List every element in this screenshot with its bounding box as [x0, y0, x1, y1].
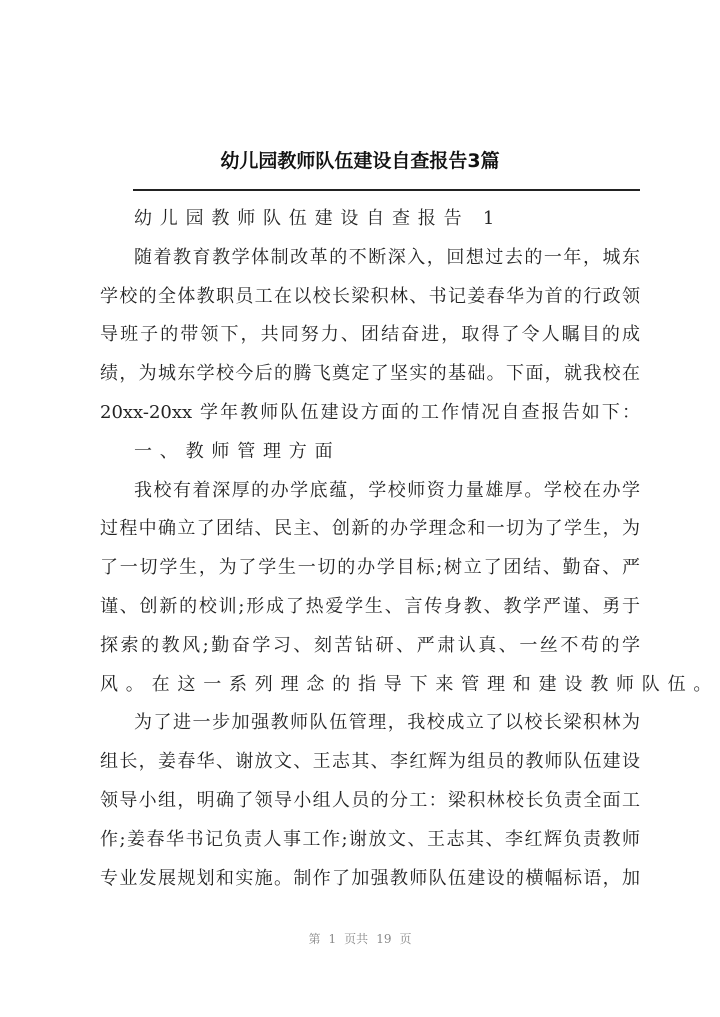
paragraph-line: 幼儿园教师队伍建设自查报告 1 — [134, 208, 503, 229]
title-divider — [133, 189, 640, 191]
paragraph-line: 随着教育教学体制改革的不断深入，回想过去的一年，城东 — [134, 246, 640, 268]
footer-suffix: 页 — [399, 932, 412, 946]
paragraph-line: 绩，为城东学校今后的腾飞奠定了坚实的基础。下面，就我校在 — [100, 363, 640, 385]
paragraph-line: 专业发展规划和实施。制作了加强教师队伍建设的横幅标语，加 — [100, 867, 640, 889]
paragraph-line: 一、教师管理方面 — [134, 440, 341, 462]
paragraph-line: 了一切学生，为了学生一切的办学目标;树立了团结、勤奋、严 — [100, 557, 640, 579]
footer-page-number: 1 — [328, 932, 337, 946]
document-body — [100, 204, 720, 902]
paragraph-line: 组长，姜春华、谢放文、王志其、李红辉为组员的教师队伍建设 — [100, 751, 640, 773]
footer-prefix: 第 — [308, 932, 321, 946]
paragraph-line: 过程中确立了团结、民主、创新的办学理念和一切为了学生，为 — [100, 518, 640, 540]
document-title: 幼儿园教师队伍建设自查报告3篇 — [220, 150, 500, 172]
paragraph-line: 风。在这一系列理念的指导下来管理和建设教师队伍。 — [100, 673, 720, 695]
footer-middle: 页共 — [344, 932, 369, 946]
paragraph-line: 探索的教风;勤奋学习、刻苦钻研、严肃认真、一丝不苟的学 — [100, 634, 640, 656]
paragraph-line: 20xx-20xx 学年教师队伍建设方面的工作情况自查报告如下： — [100, 401, 640, 423]
paragraph-line: 作;姜春华书记负责人事工作;谢放文、王志其、李红辉负责教师 — [100, 828, 640, 850]
paragraph-line: 导班子的带领下，共同努力、团结奋进，取得了令人瞩目的成 — [100, 324, 640, 346]
page-footer — [0, 930, 720, 947]
paragraph-line: 领导小组，明确了领导小组人员的分工：梁积林校长负责全面工 — [100, 789, 640, 811]
paragraph-line: 为了进一步加强教师队伍管理，我校成立了以校长梁积林为 — [134, 712, 640, 734]
paragraph-line: 谨、创新的校训;形成了热爱学生、言传身教、教学严谨、勇于 — [100, 595, 640, 617]
paragraph-line: 我校有着深厚的办学底蕴，学校师资力量雄厚。学校在办学 — [134, 479, 640, 501]
paragraph-line: 学校的全体教职员工在以校长梁积林、书记姜春华为首的行政领 — [100, 285, 640, 307]
footer-total-pages: 19 — [376, 932, 392, 946]
